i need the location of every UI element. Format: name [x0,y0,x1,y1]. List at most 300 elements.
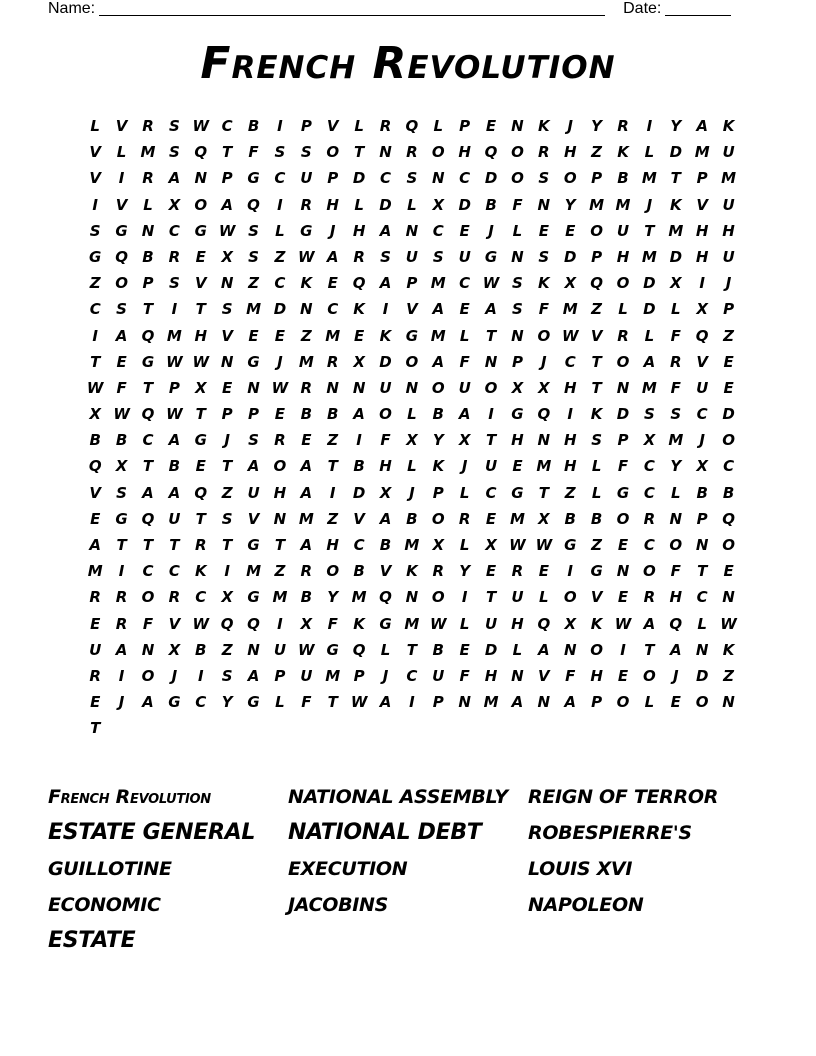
grid-letter[interactable]: I [620,640,626,659]
grid-letter[interactable]: T [485,431,497,450]
grid-letter[interactable]: U [722,195,735,214]
grid-letter[interactable]: N [379,143,392,162]
grid-letter[interactable]: O [405,352,419,371]
grid-letter[interactable]: D [669,143,683,162]
grid-letter[interactable]: B [168,457,181,476]
grid-letter[interactable]: Z [591,536,603,554]
grid-letter[interactable]: C [195,588,207,607]
grid-letter[interactable]: W [218,221,236,240]
grid-letter[interactable]: R [142,117,154,135]
grid-letter[interactable]: Q [722,509,735,528]
grid-letter[interactable]: L [591,457,602,476]
grid-letter[interactable]: D [484,169,498,188]
grid-letter[interactable]: E [301,431,312,450]
grid-letter[interactable]: X [564,274,577,293]
grid-letter[interactable]: D [352,483,366,502]
grid-letter[interactable]: P [221,405,233,424]
grid-letter[interactable]: N [141,221,155,240]
grid-letter[interactable]: U [89,640,102,659]
grid-letter[interactable]: T [697,562,708,581]
grid-letter[interactable]: N [537,431,551,450]
grid-letter[interactable]: G [247,536,260,554]
grid-letter[interactable]: O [669,536,683,554]
grid-letter[interactable]: X [538,509,550,528]
grid-letter[interactable]: S [221,300,233,319]
grid-letter[interactable]: T [591,352,602,371]
grid-letter[interactable]: Z [564,483,576,502]
grid-letter[interactable]: O [141,588,155,607]
grid-letter[interactable]: S [168,274,180,293]
grid-letter[interactable]: N [722,588,735,607]
grid-letter[interactable]: R [142,169,154,188]
grid-letter[interactable]: A [247,666,260,685]
grid-letter[interactable]: I [92,195,98,214]
grid-letter[interactable]: T [644,221,655,240]
grid-letter[interactable]: A [538,640,550,659]
grid-letter[interactable]: C [643,536,655,554]
grid-letter[interactable]: X [406,431,418,450]
grid-letter[interactable]: P [353,666,365,685]
grid-letter[interactable]: T [644,640,655,659]
grid-letter[interactable]: C [142,562,154,581]
grid-letter[interactable]: M [668,431,684,450]
grid-letter[interactable]: D [643,300,656,319]
grid-letter[interactable]: O [326,562,340,581]
grid-letter[interactable]: V [115,117,128,135]
grid-letter[interactable]: X [564,614,577,633]
grid-letter[interactable]: P [591,693,603,712]
grid-letter[interactable]: O [590,221,603,240]
grid-letter[interactable]: F [670,562,681,581]
grid-letter[interactable]: T [327,457,338,476]
grid-letter[interactable]: B [247,117,260,135]
grid-letter[interactable]: L [354,195,364,214]
grid-letter[interactable]: M [298,509,314,528]
grid-letter[interactable]: E [538,562,549,581]
grid-letter[interactable]: W [192,117,210,135]
grid-letter[interactable]: P [432,693,444,712]
grid-letter[interactable]: S [538,247,550,266]
grid-letter[interactable]: C [274,274,286,293]
grid-letter[interactable]: J [118,693,125,712]
grid-letter[interactable]: S [406,169,418,188]
grid-letter[interactable]: L [90,117,100,135]
grid-letter[interactable]: N [141,640,155,659]
grid-letter[interactable]: B [590,509,603,528]
grid-letter[interactable]: M [430,274,446,293]
grid-letter[interactable]: B [195,640,207,659]
grid-letter[interactable]: V [406,300,418,319]
grid-letter[interactable]: L [459,614,470,633]
grid-letter[interactable]: M [351,588,367,607]
grid-letter[interactable]: R [538,143,550,162]
grid-letter[interactable]: P [511,352,523,371]
grid-letter[interactable]: X [300,614,313,633]
grid-letter[interactable]: V [115,195,128,214]
grid-letter[interactable]: H [484,666,498,685]
grid-letter[interactable]: H [458,143,471,162]
grid-letter[interactable]: L [512,640,523,659]
grid-letter[interactable]: R [89,666,101,685]
grid-letter[interactable]: S [248,247,259,266]
grid-letter[interactable]: K [353,614,365,633]
grid-letter[interactable]: F [380,431,391,450]
grid-letter[interactable]: T [538,483,549,502]
grid-letter[interactable]: O [722,431,735,450]
grid-letter[interactable]: C [432,221,444,240]
grid-letter[interactable]: B [379,536,392,554]
grid-letter[interactable]: K [300,274,313,293]
grid-letter[interactable]: O [695,693,709,712]
grid-letter[interactable]: D [643,274,656,293]
grid-letter[interactable]: O [643,666,656,685]
grid-letter[interactable]: H [326,195,339,214]
grid-letter[interactable]: B [353,562,365,581]
grid-letter[interactable]: E [353,326,365,345]
grid-letter[interactable]: G [405,326,419,345]
grid-letter[interactable]: R [326,352,339,371]
grid-letter[interactable]: I [356,431,362,450]
grid-letter[interactable]: X [458,431,471,450]
grid-letter[interactable]: D [695,666,709,685]
grid-letter[interactable]: Q [141,326,155,345]
grid-letter[interactable]: W [509,536,526,554]
grid-letter[interactable]: B [406,509,418,528]
grid-letter[interactable]: H [695,247,709,266]
grid-letter[interactable]: U [616,221,630,240]
grid-letter[interactable]: Q [247,195,260,214]
grid-letter[interactable]: Z [221,640,233,659]
grid-letter[interactable]: F [670,326,681,345]
grid-letter[interactable]: H [511,614,524,633]
grid-letter[interactable]: E [274,405,286,424]
grid-letter[interactable]: U [379,378,392,397]
grid-letter[interactable]: H [563,143,577,162]
grid-letter[interactable]: R [617,326,629,345]
grid-letter[interactable]: M [298,352,314,371]
grid-letter[interactable]: I [118,666,125,685]
grid-letter[interactable]: P [591,169,603,188]
grid-letter[interactable]: L [459,326,470,345]
grid-letter[interactable]: N [405,378,419,397]
grid-letter[interactable]: L [512,221,523,240]
grid-letter[interactable]: P [406,274,418,293]
grid-letter[interactable]: J [699,431,705,450]
grid-letter[interactable]: C [353,536,365,554]
grid-letter[interactable]: E [222,378,233,397]
grid-letter[interactable]: T [142,457,154,476]
grid-letter[interactable]: A [89,536,101,554]
grid-letter[interactable]: R [300,562,313,581]
grid-letter[interactable]: F [670,378,681,397]
grid-letter[interactable]: J [541,352,547,371]
grid-letter[interactable]: F [116,378,127,397]
grid-letter[interactable]: K [538,117,550,135]
grid-letter[interactable]: V [353,509,365,528]
grid-letter[interactable]: B [115,431,128,450]
grid-letter[interactable]: G [616,483,630,502]
grid-letter[interactable]: T [169,536,180,554]
grid-letter[interactable]: L [143,195,153,214]
grid-letter[interactable]: T [195,300,206,319]
grid-letter[interactable]: Q [695,326,709,345]
grid-letter[interactable]: U [300,169,313,188]
grid-letter[interactable]: N [695,536,709,554]
grid-letter[interactable]: J [409,483,415,502]
grid-letter[interactable]: P [723,300,735,319]
grid-letter[interactable]: H [352,221,366,240]
grid-letter[interactable]: X [194,378,207,397]
grid-letter[interactable]: K [353,300,365,319]
grid-letter[interactable]: D [484,640,498,659]
grid-letter[interactable]: M [430,326,446,345]
grid-letter[interactable]: S [591,431,603,450]
grid-letter[interactable]: C [696,405,708,424]
grid-letter[interactable]: A [247,457,260,476]
grid-letter[interactable]: Y [327,588,339,607]
grid-letter[interactable]: P [617,431,629,450]
grid-letter[interactable]: E [485,117,497,135]
grid-letter[interactable]: R [458,509,471,528]
grid-letter[interactable]: R [379,117,392,135]
grid-letter[interactable]: O [273,457,287,476]
grid-letter[interactable]: N [616,562,630,581]
grid-letter[interactable]: A [115,326,128,345]
grid-letter[interactable]: I [118,562,125,581]
grid-letter[interactable]: Q [537,614,551,633]
grid-letter[interactable]: T [274,536,286,554]
grid-letter[interactable]: C [221,117,233,135]
grid-letter[interactable]: H [669,588,683,607]
grid-letter[interactable]: K [432,457,445,476]
name-field[interactable] [99,0,605,16]
grid-letter[interactable]: Y [432,431,444,450]
grid-letter[interactable]: P [300,117,312,135]
grid-letter[interactable]: N [484,352,498,371]
grid-letter[interactable]: B [564,509,576,528]
grid-letter[interactable]: F [565,666,576,685]
grid-letter[interactable]: T [195,509,206,528]
grid-letter[interactable]: P [168,378,180,397]
grid-letter[interactable]: D [564,247,577,266]
grid-letter[interactable]: A [432,300,445,319]
grid-letter[interactable]: G [115,509,128,528]
grid-letter[interactable]: I [567,562,574,581]
grid-letter[interactable]: A [432,352,445,371]
grid-letter[interactable]: G [326,640,339,659]
grid-letter[interactable]: A [326,247,339,266]
grid-letter[interactable]: J [725,274,732,293]
grid-letter[interactable]: T [142,536,154,554]
grid-letter[interactable]: G [141,352,155,371]
grid-letter[interactable]: C [459,169,471,188]
grid-letter[interactable]: B [432,640,444,659]
grid-letter[interactable]: G [247,352,260,371]
grid-letter[interactable]: Z [248,274,259,293]
grid-letter[interactable]: C [142,431,154,450]
grid-letter[interactable]: L [539,588,549,607]
grid-letter[interactable]: A [485,300,497,319]
grid-letter[interactable]: V [538,666,550,685]
grid-letter[interactable]: M [668,221,684,240]
grid-letter[interactable]: S [116,300,127,319]
grid-letter[interactable]: B [722,483,735,502]
grid-letter[interactable]: V [590,588,603,607]
grid-letter[interactable]: L [116,143,127,162]
grid-letter[interactable]: B [142,247,154,266]
grid-letter[interactable]: V [696,195,708,214]
grid-letter[interactable]: K [406,562,418,581]
grid-letter[interactable]: C [485,483,497,502]
grid-letter[interactable]: J [646,195,653,214]
grid-letter[interactable]: W [561,326,579,345]
grid-letter[interactable]: N [405,221,419,240]
grid-letter[interactable]: R [300,378,313,397]
grid-letter[interactable]: R [406,143,418,162]
grid-letter[interactable]: H [695,221,709,240]
grid-letter[interactable]: J [382,666,389,685]
grid-letter[interactable]: I [488,405,494,424]
grid-letter[interactable]: F [248,143,259,162]
grid-letter[interactable]: C [274,169,286,188]
grid-letter[interactable]: G [247,169,260,188]
grid-letter[interactable]: D [379,195,392,214]
grid-letter[interactable]: D [458,195,471,214]
grid-letter[interactable]: O [511,143,524,162]
grid-letter[interactable]: R [300,195,313,214]
grid-letter[interactable]: Z [327,431,339,450]
grid-letter[interactable]: Z [89,274,101,293]
grid-letter[interactable]: T [142,378,154,397]
grid-letter[interactable]: I [277,195,283,214]
grid-letter[interactable]: T [222,457,233,476]
grid-letter[interactable]: U [247,483,260,502]
grid-letter[interactable]: S [168,117,180,135]
grid-letter[interactable]: N [326,378,339,397]
grid-letter[interactable]: E [116,352,127,371]
grid-letter[interactable]: S [380,247,391,266]
grid-letter[interactable]: N [511,117,524,135]
grid-letter[interactable]: T [406,640,417,659]
grid-letter[interactable]: L [459,483,470,502]
grid-letter[interactable]: A [300,483,313,502]
grid-letter[interactable]: Q [88,457,102,476]
grid-letter[interactable]: S [300,143,312,162]
grid-letter[interactable]: A [168,431,181,450]
grid-letter[interactable]: X [168,195,181,214]
grid-letter[interactable]: T [90,352,101,371]
grid-letter[interactable]: E [512,457,523,476]
grid-letter[interactable]: C [406,666,418,685]
grid-letter[interactable]: W [166,352,183,371]
grid-letter[interactable]: L [618,300,628,319]
grid-letter[interactable]: E [90,614,101,633]
grid-letter[interactable]: Q [590,274,603,293]
grid-letter[interactable]: Q [537,405,551,424]
grid-letter[interactable]: P [221,169,233,188]
grid-letter[interactable]: T [353,143,365,162]
grid-letter[interactable]: N [537,195,551,214]
grid-letter[interactable]: T [222,143,233,162]
grid-letter[interactable]: U [273,640,287,659]
grid-letter[interactable]: X [643,431,656,450]
grid-letter[interactable]: L [644,143,655,162]
grid-letter[interactable]: M [641,378,657,397]
grid-letter[interactable]: Z [591,300,603,319]
grid-letter[interactable]: K [590,405,603,424]
grid-letter[interactable]: F [142,614,154,633]
grid-letter[interactable]: U [484,457,498,476]
grid-letter[interactable]: G [484,247,498,266]
grid-letter[interactable]: O [616,693,630,712]
grid-letter[interactable]: M [404,614,420,633]
grid-letter[interactable]: R [168,247,181,266]
grid-letter[interactable]: X [168,640,181,659]
grid-letter[interactable]: O [141,666,155,685]
grid-letter[interactable]: S [512,274,523,293]
grid-letter[interactable]: U [696,378,709,397]
grid-letter[interactable]: J [224,431,230,450]
grid-letter[interactable]: N [352,378,366,397]
grid-letter[interactable]: V [194,274,207,293]
grid-letter[interactable]: J [672,666,679,685]
grid-letter[interactable]: X [221,588,233,607]
grid-letter[interactable]: A [168,483,181,502]
grid-letter[interactable]: F [301,693,312,712]
grid-letter[interactable]: Q [352,640,366,659]
grid-letter[interactable]: K [538,274,550,293]
grid-letter[interactable]: R [643,509,656,528]
grid-letter[interactable]: M [272,588,288,607]
grid-letter[interactable]: E [90,509,101,528]
grid-letter[interactable]: Z [274,562,286,581]
grid-letter[interactable]: E [485,562,497,581]
grid-letter[interactable]: P [459,117,471,135]
grid-letter[interactable]: H [563,431,577,450]
grid-letter[interactable]: E [617,536,629,554]
grid-letter[interactable]: P [274,666,286,685]
grid-letter[interactable]: F [327,614,338,633]
grid-letter[interactable]: G [590,562,603,581]
grid-letter[interactable]: N [405,588,419,607]
grid-letter[interactable]: I [329,483,336,502]
grid-letter[interactable]: H [194,326,208,345]
grid-letter[interactable]: Q [379,588,392,607]
grid-letter[interactable]: N [458,693,471,712]
grid-letter[interactable]: C [643,483,655,502]
grid-letter[interactable]: E [459,221,470,240]
grid-letter[interactable]: Z [274,247,286,266]
grid-letter[interactable]: K [722,117,735,135]
grid-letter[interactable]: J [329,221,336,240]
grid-letter[interactable]: R [353,247,365,266]
grid-letter[interactable]: L [407,457,417,476]
grid-letter[interactable]: I [197,666,204,685]
grid-letter[interactable]: B [300,588,313,607]
grid-letter[interactable]: W [720,614,737,633]
grid-letter[interactable]: P [142,274,154,293]
grid-letter[interactable]: Q [247,614,260,633]
grid-letter[interactable]: O [722,536,735,554]
grid-letter[interactable]: C [379,169,391,188]
grid-letter[interactable]: A [643,352,656,371]
grid-letter[interactable]: V [696,352,708,371]
grid-letter[interactable]: C [723,457,735,476]
grid-letter[interactable]: J [461,457,468,476]
grid-letter[interactable]: Y [221,693,233,712]
grid-letter[interactable]: C [564,352,576,371]
grid-letter[interactable]: D [352,169,366,188]
